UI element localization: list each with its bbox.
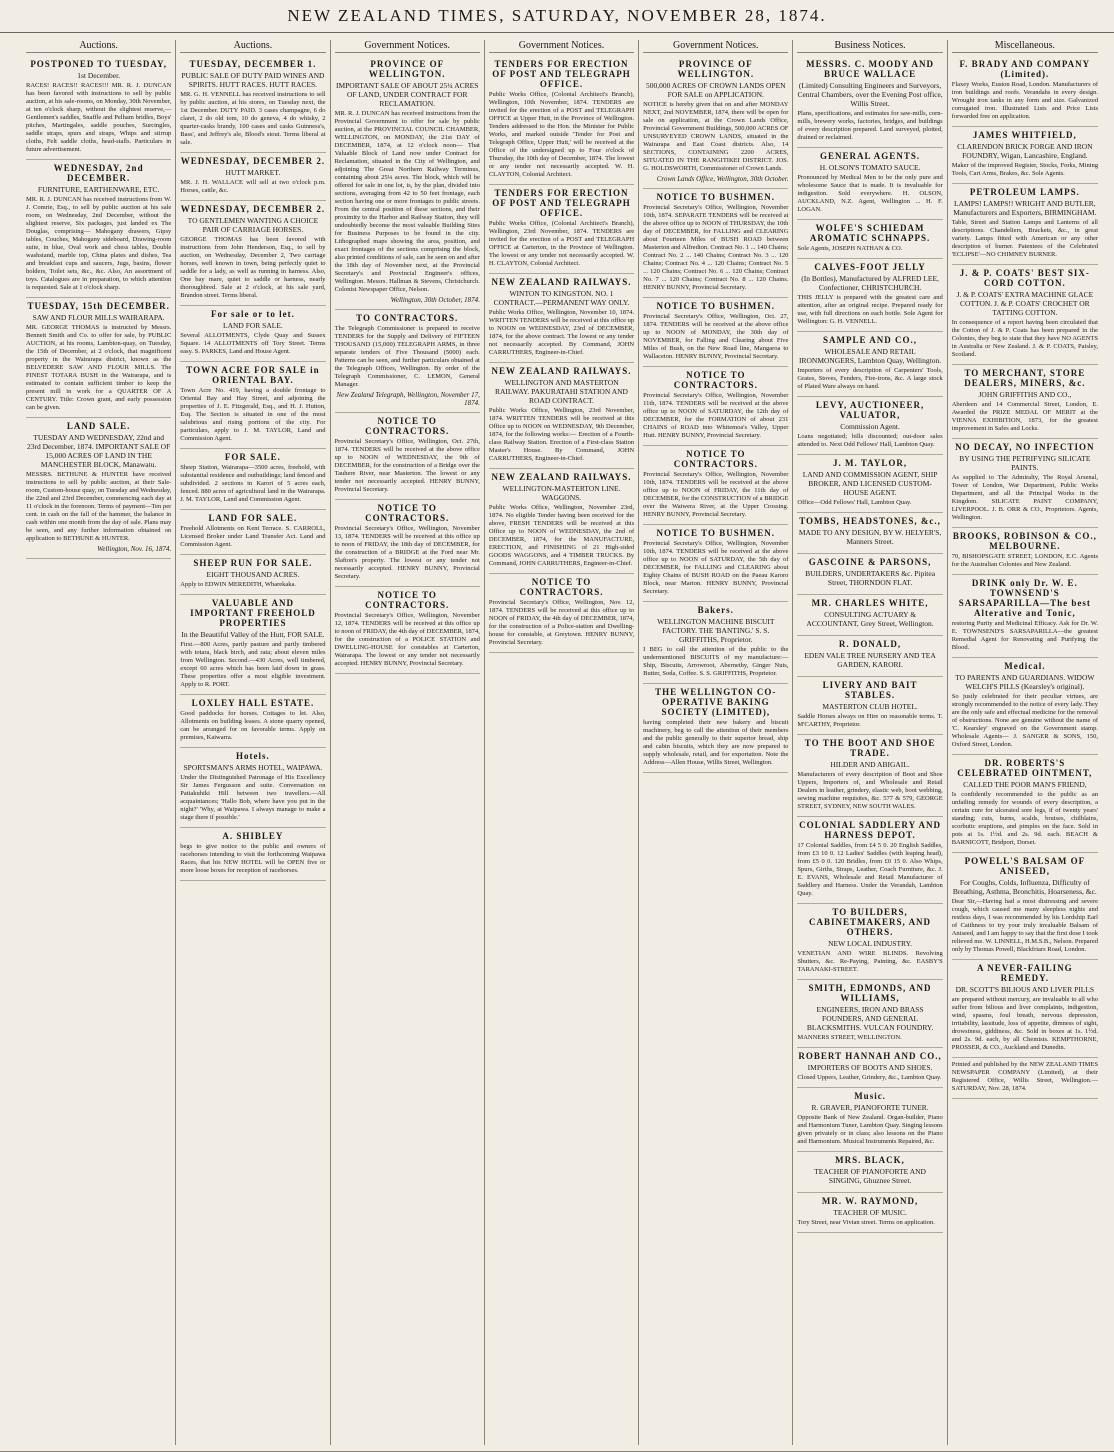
- ad-title: GASCOINE & PARSONS,: [808, 557, 932, 567]
- ad-title: NEW ZEALAND RAILWAYS.: [491, 472, 632, 482]
- ad-body: MR. G. H. VENNELL has received instructions to sell by public auction, at his stores, on Tuesday next, the 1st December. DUTY PAID. 3 cases champagne, 6 do claret, 2 do old tom, 10 do geneva, 4 do whisky, 2 quarter-casks brandy, 100 cases and casks Guinness's, Bass', and Jeffrey's ale, Blood's stout. Terms liberal at sale.: [180, 91, 326, 146]
- ad-subtitle: FURNITURE, EARTHENWARE, ETC.: [37, 185, 160, 194]
- ad-body: NOTICE is hereby given that on and after MONDAY NEXT, 2nd NOVEMBER, 1874, there will be open for sale on application, at the Crown Lands Office, Provincial Government Buildings, 500,000 ACRES OF UNSURVEYED CROWN LANDS, situated in the Wairarapa and East Coast districts. Also, 14 SECTIONS, CONTAINING 2200 ACRES, SITUATED IN THE RANGITIKEI DISTRICT. JOS. G. HOLDSWORTH, Commissioner of Crown Lands.: [643, 101, 789, 172]
- ad-title: LAND SALE.: [66, 421, 131, 431]
- ad-body: Dear Sir,—Having had a most distressing and severe cough, which caused me many sleepless nights and restless days, I was recommended by his Lordship Earl of Caithness to try your truly invaluable Balsam of Aniseed, and I am happy to say that the first dose I took relieved me. W. LINNELL, H.M.S.B., Nelson. Prepared only by Thomas Powell, Blackfriars Road, London.: [951, 898, 1098, 953]
- column-heading: Auctions.: [180, 40, 325, 53]
- advertisement: [489, 185, 634, 274]
- ad-subtitle: TEACHER OF MUSIC.: [833, 1208, 907, 1217]
- ad-body: Plans, specifications, and estimates for saw-mills, corn-mills, brewery works, factories, bridges, and buildings of every description prepared. Land surveyed, plotted, drained or reclaimed.: [797, 110, 943, 141]
- advertisement: [180, 695, 325, 748]
- ad-title: THE WELLINGTON CO-OPERATIVE BAKING SOCIETY (LIMITED),: [655, 687, 777, 717]
- advertisement: [797, 332, 942, 397]
- ad-subtitle: MASTERTON CLUB HOTEL.: [822, 702, 918, 711]
- ad-title: TO BUILDERS, CABINETMAKERS, AND OTHERS.: [809, 907, 932, 937]
- ad-title: Bakers.: [697, 605, 734, 615]
- ad-body: MR. J. H. WALLACE will sell at two o'clock p.m. Horses, cattle, &c.: [180, 179, 326, 194]
- ad-subtitle: SAW AND FLOUR MILLS WAIRARAPA.: [32, 313, 165, 322]
- ad-body: restoring Purity and Medicinal Efficacy. Ask for Dr. W. E. TOWNSEND'S SARSAPARILLA—the greatest Remedial Agent for Renovating and Purifying the Blood.: [951, 620, 1098, 651]
- advertisement: [26, 160, 171, 298]
- ad-signature: Crown Lands Office, Wellington, 30th October.: [656, 175, 789, 183]
- advertisement: [335, 310, 480, 413]
- ad-title: CALVES-FOOT JELLY: [814, 262, 926, 272]
- ad-subtitle: IMPORTANT SALE OF ABOUT 25¼ ACRES OF LAND, UNDER CONTRACT FOR RECLAMATION.: [335, 81, 479, 108]
- ad-title: LIVERY AND BAIT STABLES.: [822, 680, 918, 700]
- advertisement: [797, 904, 942, 980]
- column-heading: Government Notices.: [643, 40, 788, 53]
- ad-title: NEW ZEALAND RAILWAYS.: [491, 277, 632, 287]
- advertisement: [180, 201, 325, 306]
- advertisement: [335, 413, 480, 500]
- ad-title: NOTICE TO BUSHMEN.: [656, 301, 775, 311]
- advertisement: [180, 828, 325, 881]
- ad-title: POWELL'S BALSAM OF ANISEED,: [964, 856, 1086, 876]
- advertisement: [489, 56, 634, 185]
- ad-subtitle: TO GENTLEMEN WANTING A CHOICE PAIR OF CARRIAGE HORSES.: [187, 216, 319, 234]
- ad-body: Maker of the improved Register, Stocks, Forks, Mining Tools, Cart Arms, Brakes, &c. Sole Agents.: [951, 162, 1098, 177]
- ad-title: NO DECAY, NO INFECTION: [955, 442, 1095, 452]
- ad-title: LEVY, AUCTIONEER, VALUATOR,: [815, 400, 925, 420]
- ad-subtitle: LAMPS! LAMPS!! WRIGHT AND BUTLER, Manufacturers and Exporters, BIRMINGHAM.: [953, 199, 1097, 217]
- ad-subtitle: (In Bottles), Manufactured by ALFRED LEE, Confectioner, CHRISTCHURCH.: [801, 274, 939, 292]
- ad-title: NOTICE TO BUSHMEN.: [656, 192, 775, 202]
- ad-subtitle: PUBLIC SALE OF DUTY PAID WINES AND SPIRITS. HUTT RACES. HUTT RACES.: [181, 71, 325, 89]
- advertisement: [797, 595, 942, 636]
- ad-body: MESSRS. BETHUNE & HUNTER have received instructions to sell by public auction, at their Sale-room, Custom-house quay, on Tuesday and Wednesday, the 22nd and 23rd December, commencing each day at 11 o'clock in the forenoon. Terms of payment—Ten per cent. in cash on the fall of the hammer, the balance in cash within one month from the day of sale. Plans may be seen, and any further information obtained on application to BETHUNE & HUNTER.: [26, 471, 172, 542]
- ad-title: A. SHIBLEY: [222, 831, 284, 841]
- column-6: [793, 40, 947, 1445]
- column-heading: Government Notices.: [335, 40, 480, 53]
- advertisement: [180, 510, 325, 555]
- ad-title: PROVINCE OF WELLINGTON.: [677, 59, 755, 79]
- ad-body: In consequence of a report having been circulated that the Cotton of J. & P. Coats has been prepared in the Colonies, they beg to state that they have NO AGENTS in Australia or New Zealand. J. & P. COATS, Paisley, Scotland.: [951, 319, 1098, 358]
- ad-body: are prepared without mercury, are invaluable to all who suffer from bilious and liver complaints, indigestion, wind, spasms, foul breath, nervous depression, irritability, lassitude, loss of appetite, dimness of sight, drowsiness, giddiness, &c. Sold in boxes at 1s. 1½d. and 2s. 9d. each, by all Chemists. KEMPTHORNE, PROSSER, & CO., Auckland and Dunedin.: [951, 996, 1098, 1051]
- advertisement: [335, 56, 480, 310]
- advertisement: [335, 500, 480, 587]
- advertisement: [797, 817, 942, 904]
- ad-body: Printed and published by the NEW ZEALAND TIMES NEWSPAPER COMPANY (Limited), at their Registered Office, Willis Street, Wellington.—SATURDAY, Nov. 28, 1874.: [951, 1061, 1098, 1092]
- ad-title: TUESDAY, 15th DECEMBER.: [27, 301, 170, 311]
- ad-subtitle: 500,000 ACRES OF CROWN LANDS OPEN FOR SALE on APPLICATION.: [645, 81, 786, 99]
- advertisement: [952, 127, 1098, 184]
- advertisement: [952, 365, 1098, 439]
- ad-body: Saddle Horses always on Hire on reasonable terms. T. M'CARTHY, Proprietor.: [797, 713, 943, 728]
- ad-body: Closed Uppers, Leather, Grindery, &c., Lambton Quay.: [797, 1074, 942, 1081]
- ad-body: As supplied to The Admiralty, The Royal Arsenal, Tower of London, War Department, Public Works Department, and all the Principal Works in the Kingdom. SILICATE PAINT COMPANY, LIVERPOOL. J. B. ORR & CO., Proprietors. Agents, Wellington.: [951, 474, 1098, 521]
- ad-title: For sale or to let.: [210, 309, 295, 319]
- ad-title: LOXLEY HALL ESTATE.: [191, 698, 315, 708]
- ad-body: Is confidently recommended to the public as an unfailing remedy for wounds of every description, a certain cure for ulcerated sore legs, if of twenty years' standing; cuts, burns, scalds, bruises, chilblains, scorbutic eruptions, and pimples on the face. Sold in pots at 1s. 1½d. and 2s. 9d. each. BEACH & BARNICOTT, Bridport, Dorset.: [951, 791, 1098, 846]
- ad-title: TUESDAY, DECEMBER 1.: [189, 59, 317, 69]
- ad-title: NOTICE TO CONTRACTORS.: [519, 577, 604, 597]
- advertisement: [643, 684, 788, 773]
- ad-title: F. BRADY AND COMPANY (Limited).: [959, 59, 1091, 79]
- ad-title: MR. CHARLES WHITE,: [811, 598, 929, 608]
- ad-body: Importers of every description of Carpenters' Tools, Grates, Stoves, Fenders, Fire-irons, &c. A large stock of Plated Ware always on hand.: [797, 367, 943, 390]
- ad-body: begs to give notice to the public and owners of racehorses intending to visit the forthcoming Waipawa Races, that his NEW HOTEL will be OPEN five or more loose boxes for reception of racehorses.: [180, 843, 326, 874]
- advertisement: [26, 418, 171, 559]
- advertisement: [180, 306, 325, 362]
- column-heading: Miscellaneous.: [952, 40, 1098, 53]
- ad-body: I BEG to call the attention of the public to the undermentioned BISCUITS of my manufacture:— Ship, Biscuits, Arrowroot, Abernethy, Ginger Nuts, Butter, Soda, Coffee. S. S. GRIFFITHS, Proprietor.: [643, 646, 789, 677]
- ad-body: Provincial Secretary's Office, Wellington, November 11th, 1874. TENDERS will be received at the above office up to NOON of SATURDAY, the 12th day of DECEMBER, for the FORMATION of about 231 CHAINS of ROAD into Whitemoa's Valley, Upper Hutt. HENRY BUNNY, Provincial Secretary.: [643, 392, 789, 439]
- ad-body: First.—800 Acres, partly pasture and partly timbered with totara, black birch, and rata; about eleven miles from Wellington. Second.—430 Acres, well timbered, except 60 acres which has been laid down in grass. These properties offer a most eligible investment. Apply to R. PORT.: [180, 641, 326, 688]
- advertisement: [797, 455, 942, 513]
- advertisement: [797, 397, 942, 455]
- ad-subtitle: BUILDERS, UNDERTAKERS &c. Pipitea Street, THORNDON FLAT.: [805, 569, 936, 587]
- advertisement: [797, 220, 942, 259]
- ad-subtitle: CALLED THE POOR MAN'S FRIEND,: [963, 780, 1087, 789]
- ad-title: NOTICE TO CONTRACTORS.: [673, 370, 758, 390]
- advertisement: [952, 184, 1098, 265]
- advertisement: [797, 1193, 942, 1233]
- ad-title: VALUABLE AND IMPORTANT FREEHOLD PROPERTIES: [190, 598, 316, 628]
- ad-body: MR. R. J. DUNCAN has received instructions from W. J. Comrie, Esq., to sell by public auction at his sale room, on Wednesday, 2nd December, without the slightest reserve, Six packages, just landed ex The Douglas, comprising— Mahogany drawers, Gipsy tables, Couches, Mahogany sideboard, Drawing-room suite, in blue, Oval work and chess tables, Double washstand, marble top, China plates and dishes, Tea and breakfast cups and saucers, Jugs, basins, flower holders, Toilet sets, &c., &c. Also, An assortment of toys. Catalogues are in preparation, to which attention is requested. Sale at 1 o'clock sharp.: [26, 196, 172, 291]
- advertisement: [797, 259, 942, 332]
- ad-subtitle: IMPORTERS OF BOOTS AND SHOES.: [807, 1063, 933, 1072]
- advertisement: [952, 755, 1098, 853]
- ad-signature: Wellington, Nov. 16, 1874.: [97, 545, 172, 553]
- ad-body: having completed their new bakery and biscuit machinery, beg to call the attention of their members and the public generally to their superior bread, ship and cabin biscuits, which they are now prepared to supply wholesale, retail, and for exportation. Note the Address—Allen House, Willis Street, Wellington.: [643, 719, 789, 766]
- advertisement: [797, 148, 942, 220]
- ad-subtitle: EDEN VALE TREE NURSERY AND TEA GARDEN, KARORI.: [804, 651, 936, 669]
- ad-body: Public Works Office, Wellington, November 23rd, 1874. No eligible Tender having been received for the above, FRESH TENDERS will be received at this Office up to NOON of WEDNESDAY, the 2nd of DECEMBER, 1874, for the MANUFACTURE, ERECTION, and FINISHING of 21 High-sided GOODS WAGGONS, and 4 TIMBER TRUCKS. By Command, JOHN CARRUTHERS, Engineer-in-Chief.: [488, 504, 635, 567]
- advertisement: [643, 525, 788, 602]
- ad-subtitle: JOHN GRIFFITHS AND CO.,: [978, 390, 1072, 399]
- ad-subtitle: In the Beautiful Valley of the Hutt, FOR SALE.: [181, 630, 325, 639]
- advertisement: [489, 274, 634, 363]
- ad-title: SMITH, EDMONDS, AND WILLIAMS,: [808, 983, 932, 1003]
- ad-title: DRINK only Dr. W. E. TOWNSEND'S SARSAPARILLA—The best Alterative and Tonic,: [958, 578, 1091, 618]
- ad-title: Music.: [854, 1091, 886, 1101]
- ad-body: Loans negotiated; bills discounted; out-door sales attended to. Next Odd Fellows' Hall, Lambton Quay.: [797, 433, 943, 448]
- ad-subtitle: TUESDAY AND WEDNESDAY, 22nd and 23rd December, 1874. IMPORTANT SALE OF 15,000 ACRES OF LAND IN THE MANCHESTER BLOCK, Manawatu.: [26, 433, 171, 469]
- ad-title: FOR SALE.: [224, 452, 281, 462]
- ad-title: Hotels.: [236, 751, 270, 761]
- ad-body: So justly celebrated for their peculiar virtues, are strongly recommended to the notice of every lady. They are the only safe and effectual medicine for the removal of obstructions. None are genuine without the name of 'C. Kearsley' engraved on the Government stamp. Wholesale Agents— J. SANGER & SONS, 150, Oxford Street, London.: [951, 693, 1098, 748]
- advertisement: [643, 298, 788, 367]
- ad-subtitle: EIGHT THOUSAND ACRES.: [206, 570, 300, 579]
- ad-signature: Wellington, 30th October, 1874.: [390, 296, 480, 304]
- advertisement: [180, 56, 325, 153]
- ad-body: Manufacturers of every description of Boot and Shoe Uppers, Importers of, and Wholesale and Retail Dealers in leather, grindery, elastic web, boot webbing, sewing machine requisites, &c. 577 & 579, GEORGE STREET, SYDNEY, NEW SOUTH WALES.: [797, 771, 943, 810]
- ad-title: J. & P. COATS' BEST SIX-CORD COTTON.: [959, 268, 1090, 288]
- ad-title: NOTICE TO CONTRACTORS.: [365, 503, 450, 523]
- advertisement: [180, 555, 325, 595]
- ad-body: Opposite Bank of New Zealand. Organ-builder, Piano and Harmonium Tuner, Lambton Quay. Singing lessons given privately or in class; also lessons on the Piano and Harmonium. Musical Instruments Repaired, &c.: [797, 1114, 943, 1145]
- advertisement: [952, 265, 1098, 365]
- ad-body: Aberdeen and 14 Commercial Street, London, E. Awarded the PRIZE MEDAL OF MERIT at the VIENNA EXHIBITION, 1873, for the greatest improvement in Safes and Locks.: [951, 401, 1098, 432]
- ad-body: Public Works Office, (Colonial Architect's Branch), Wellington, 10th November, 1874. TENDERS are invited for the erection of a POST and TELEGRAPH OFFICE at Upper Hutt, in the Province of Wellington. Tenders addressed to the Hon. the Minister for Public Works, and marked outside 'Tender for Post and Telegraph Office, Upper Hutt,' will be received at the Office of the undersigned up to Four o'clock of Thursday, the 10th day of December, 1874. The lowest or any tender not necessarily accepted. W. H. CLAYTON, Colonial Architect.: [488, 91, 635, 178]
- ad-subtitle: CLARENDON BRICK FORGE AND IRON FOUNDRY, Wigan, Lancashire, England.: [957, 142, 1093, 160]
- advertisement: [952, 56, 1098, 127]
- advertisement: [335, 587, 480, 674]
- ad-body: Provincial Secretary's Office, Wellington, November 10th, 1874. TENDERS will be received at the above office up to NOON of FRIDAY, the 11th day of DECEMBER, for the CONSTRUCTION of a BRIDGE over the Waiwera River, at the Upper Crossing. HENRY BUNNY, Provincial Secretary.: [643, 471, 789, 518]
- ad-title: NOTICE TO CONTRACTORS.: [673, 449, 758, 469]
- ad-subtitle: WELLINGTON MACHINE BISCUIT FACTORY. THE 'BANTING.' S. S. GRIFFITHS, Proprietor.: [657, 617, 775, 644]
- ad-body: Under the Distinguished Patronage of His Excellency Sir James Fergusson and suite. Conversation on Patiakuhiki Hill between two travellers.—All acquaintances; 'Hallo Bob, where have you put in the night?' 'Why, at Waipawa. I always manage to make a stage there if possible.': [180, 774, 326, 821]
- advertisement: [180, 748, 325, 828]
- ad-body: 17 Colonial Saddles, from £4 5 0. 20 English Saddles, from £3 10 0. 12 Ladies' Saddles (with leaping head), from £5 0 0. 120 Bridles, from £0 15 0. Also Whips, Spurs, Girths, Straps, Leather, Coach Furniture, &c. J. E. EVANS, Wholesale and Retail Manufacturer of Saddlery and Harness. Under the Verandah, Lambton Quay.: [797, 842, 943, 897]
- advertisement: [952, 1058, 1098, 1099]
- ad-title: JAMES WHITFIELD,: [972, 130, 1077, 140]
- ad-title: ROBERT HANNAH AND CO.,: [798, 1051, 942, 1061]
- ad-body: THIS JELLY is prepared with the greatest care and attention, after an original recipe. Prepared ready for use, with full directions on each bottle. Sole Agent for Wellington: G. H. VENNELL.: [797, 294, 943, 325]
- ad-subtitle: H. OLSON'S TOMATO SAUCE.: [819, 163, 921, 172]
- ad-body: Provincial Secretary's Office, Wellington, November 13, 1874. TENDERS will be received at this office up to noon of FRIDAY, the 18th day of DECEMBER, for the construction of a BRIDGE at the Ford near Mr. Slafton's property. The lowest or any tender not necessarily accepted. HENRY BUNNY, Provincial Secretary.: [334, 525, 480, 580]
- advertisement: [797, 1152, 942, 1193]
- ad-title: SAMPLE AND CO.,: [823, 335, 918, 345]
- ad-body: Several ALLOTMENTS, Clyde Quay and Sussex Square. 14 ALLOTMENTS off Tory Street. Terms easy. S. PARKES, Land and House Agent.: [180, 332, 326, 355]
- ad-body: Provincial Secretary's Office, Wellington, Oct. 27, 1874. TENDERS will be received at the above office up to NOON of MONDAY, the 30th day of NOVEMBER, for Falling and Clearing about Five Miles of Bush, on the New Road line, Mangaroa to Wallaceton. HENRY BUNNY, Provincial Secretary.: [643, 313, 789, 360]
- column-heading: Government Notices.: [489, 40, 634, 53]
- ad-subtitle: Commission Agent.: [840, 422, 900, 431]
- column-3: [331, 40, 485, 1445]
- ad-subtitle: For Coughs, Colds, Influenza, Difficulty of Breathing, Asthma, Bronchitis, Hoarseness, &c.: [952, 878, 1097, 896]
- advertisement: [952, 960, 1098, 1058]
- ad-body: Table, Street and Station Lamps and Lanterns of all descriptions. Chandeliers, Brackets, &c., in great variety. Lamps fitted with American or any other description of burner. Patentees of the Celebrated 'ECLIPSE'—NO CHIMNEY BURNER.: [951, 219, 1098, 258]
- advertisement: [489, 574, 634, 653]
- ad-body: Provincial Secretary's Office, Wellington, November 10th, 1874. TENDERS will be received at the above office up to NOON of SATURDAY, the 5th day of DECEMBER, for FALLING and CLEARING about Eighty Chains of BUSH ROAD on the Paeau Karoro Block, near Marton. HENRY BUNNY, Provincial Secretary.: [643, 540, 789, 595]
- ad-subtitle: BY USING THE PETRIFYING SILICATE PAINTS.: [959, 454, 1091, 472]
- column-1: [22, 40, 176, 1445]
- advertisement: [797, 513, 942, 554]
- ad-title: NOTICE TO CONTRACTORS.: [365, 590, 450, 610]
- ad-title: TOWN ACRE FOR SALE in ORIENTAL BAY.: [186, 365, 320, 385]
- advertisement: [797, 56, 942, 148]
- ad-title: TO CONTRACTORS.: [356, 313, 459, 323]
- ad-subtitle: ENGINEERS, IRON AND BRASS FOUNDERS, AND GENERAL BLACKSMITHS. VULCAN FOUNDRY.: [806, 1005, 934, 1032]
- advertisement: [180, 595, 325, 695]
- ad-title: GENERAL AGENTS.: [820, 151, 921, 161]
- ad-title: Medical.: [1004, 661, 1046, 671]
- ad-subtitle: WHOLESALE AND RETAIL IRONMONGERS, Lambton Quay, Wellington.: [799, 347, 942, 365]
- ad-subtitle: NEW LOCAL INDUSTRY.: [828, 939, 912, 948]
- ad-body: Public Works Office, Wellington, 23rd November, 1874. WRITTEN TENDERS will be received at this Office up to NOON on WEDNESDAY, 9th December, 1874, for the following works:— Erection of a Fourth-class Railway Station. Erection of a First-class Station Master's House. By Command, JOHN CARRUTHERS, Engineer-in-Chief.: [488, 407, 635, 462]
- column-2: [176, 40, 330, 1445]
- ad-title: WEDNESDAY, DECEMBER 2.: [180, 204, 326, 214]
- ad-body: Provincial Secretary's Office, Wellington, November 12, 1874. TENDERS will be received at this office up to noon of FRIDAY, the 4th day of DECEMBER, 1874, for the construction of a POLICE STATION and DWELLING-HOUSE for constables at Carterton, Wairarapa. The lowest or any tender not necessarily accepted. HENRY BUNNY, Provincial Secretary.: [334, 612, 480, 667]
- ad-title: WOLFE'S SCHIEDAM AROMATIC SCHNAPPS.: [809, 223, 931, 243]
- advertisement: [643, 367, 788, 446]
- advertisement: [180, 362, 325, 449]
- ad-body: Sheep Station, Wairarapa—3500 acres, freehold, with substantial residence and outbuildings; land fenced and subdivided. 2 sections in Karori of 5 acres each, fenced. 880 acres of agricultural land in the Wairarapa. J. M. TAYLOR, Land and Commission Agent.: [180, 464, 326, 503]
- ad-title: WEDNESDAY, DECEMBER 2.: [180, 156, 326, 166]
- advertisement: [26, 298, 171, 418]
- advertisement: [643, 189, 788, 298]
- column-4: [485, 40, 639, 1445]
- ad-body: Public Works Office, (Colonial Architect's Branch), Wellington, 23rd November, 1874. TENDERS are invited for the erection of a POST and TELEGRAPH OFFICE at Carterton, in the Province of Wellington. The lowest or any tender not necessarily accepted. W. H. CLAYTON, Colonial Architect.: [488, 220, 635, 267]
- ad-title: NOTICE TO CONTRACTORS.: [365, 416, 450, 436]
- column-5: [639, 40, 793, 1445]
- advertisement: [643, 602, 788, 684]
- ad-title: TENDERS FOR ERECTION OF POST AND TELEGRAPH OFFICE.: [492, 59, 631, 89]
- ad-subtitle: (Limited) Consulting Engineers and Surveyors, Central Chambers, over the Evening Post office, Willis Street.: [797, 81, 943, 108]
- advertisement: [797, 677, 942, 735]
- ad-title: BROOKS, ROBINSON & CO., MELBOURNE.: [952, 531, 1097, 551]
- ad-subtitle: WINTON TO KINGSTON. NO. 1 CONTRACT.—PERMANENT WAY ONLY.: [493, 289, 630, 307]
- advertisement: [489, 469, 634, 574]
- advertisement: [797, 980, 942, 1048]
- ad-body: Tory Street, near Vivian street. Terms on application.: [797, 1219, 935, 1226]
- ad-title: A NEVER-FAILING REMEDY.: [977, 963, 1073, 983]
- ad-title: NOTICE TO BUSHMEN.: [656, 528, 775, 538]
- ad-subtitle: LAND AND COMMISSION AGENT, SHIP BROKER, AND LICENSED CUSTOM-HOUSE AGENT.: [802, 470, 938, 497]
- ad-body: RACES! RACES!! RACES!!! MR. R. J. DUNCAN has been favored with instructions to sell by public auction, at his sale-rooms, on Monday, 30th November, at ten o'clock sharp, without the slightest reserve,— Gentlemen's saddles, Snaffle and Pelham bridles, Boys' pitches, Martingales, saddle pouches, Surcingles, saddle straps, spurs and straps, Whips and stirrup cloths, Felt saddle cloths, head-stalls. Particulars in future advertisement.: [26, 82, 172, 153]
- ad-title: COLONIAL SADDLERY AND HARNESS DEPOT.: [799, 820, 941, 840]
- ad-body: Provincial Secretary's Office, Wellington, Oct. 27th, 1874. TENDERS will be received at the above office up to NOON of WEDNESDAY, the 9th of DECEMBER, for the construction of a Bridge over the Tauhere River, near Masterton. The lowest or any tender not necessarily accepted. HENRY BUNNY, Provincial Secretary.: [334, 438, 480, 493]
- ad-body: The Telegraph Commissioner is prepared to receive TENDERS for the Supply and Delivery of FIFTEEN THOUSAND (15,000) TELEGRAPH ARMS, in three separate tenders of Five Thousand (5000) each. Patterns can be seen, and further particulars obtained at the Telegraph Offices, Wellington. By order of the Telegraph Commissioner, C. LEMON, General Manager.: [334, 325, 480, 388]
- ad-subtitle: WELLINGTON-MASTERTON LINE. WAGGONS.: [502, 484, 621, 502]
- ad-subtitle: LAND FOR SALE.: [223, 321, 283, 330]
- ad-subtitle: R. GRAVER, PIANOFORTE TUNER.: [811, 1103, 929, 1112]
- ad-body: Good paddocks for horses. Cottages to let. Also, Allotments on building leases. A stone quarry opened, can be arranged for on favorable terms. Apply on premises, Kaiwarra.: [180, 710, 326, 741]
- ad-subtitle: DR. SCOTT'S BILIOUS AND LIVER PILLS: [955, 985, 1095, 994]
- advertisement: [643, 56, 788, 189]
- advertisement: [797, 1048, 942, 1088]
- ad-title: MR. W. RAYMOND,: [821, 1196, 919, 1206]
- ad-subtitle: HUTT MARKET.: [225, 168, 281, 177]
- advertisement: [797, 554, 942, 595]
- ad-body: Provincial Secretary's Office, Wellington, November 10th, 1874. SEPARATE TENDERS will be received at the above office up to NOON of THURSDAY, the 10th day of DECEMBER, for FALLING and CLEARING about Fourteen Miles of BUSH ROAD between Masterton and Alfredton. Contract No. 1 ... 140 Chains; Contract No. 2 ... 140 Chains; Contract No. 3 ... 120 Chains; Contract No. 4 ... 120 Chains; Contract No. 5 ... 120 Chains; Contract No. 6 ... 120 Chains; Contract No. 7 ... 120 Chains; Contract No. 8 ... 120 Chains. HENRY BUNNY, Provincial Secretary.: [643, 204, 789, 291]
- ad-body: Flaxey Works, Euston Road, London. Manufacturers of iron buildings and roofs. Verandahs in every design. Wrought iron tanks in any form and size. Galvanized corrugated iron. Illustrated Lists and Price Lists forwarded free on application.: [951, 81, 1098, 120]
- advertisement: [797, 1088, 942, 1152]
- ad-subtitle: 1st December.: [77, 71, 121, 80]
- advertisement: [180, 449, 325, 510]
- ad-title: PETROLEUM LAMPS.: [969, 187, 1080, 197]
- advertisement: [952, 439, 1098, 528]
- ad-title: TENDERS FOR ERECTION OF POST AND TELEGRAPH OFFICE.: [492, 188, 631, 218]
- ad-title: J. M. TAYLOR,: [833, 458, 908, 468]
- advertisement: [797, 735, 942, 817]
- ad-title: TOMBS, HEADSTONES, &c.,: [799, 516, 941, 526]
- ad-subtitle: HILDER AND ABIGAIL.: [830, 760, 910, 769]
- ad-title: WEDNESDAY, 2nd DECEMBER.: [53, 163, 144, 183]
- advertisement: [952, 658, 1098, 755]
- ad-body: Sole Agents, JOSEPH NATHAN & CO.: [797, 245, 903, 252]
- ad-body: Freehold Allotments on Kent Terrace. S. CARROLL, Licensed Broker under Land Transfer Act. Land and Commission Agent.: [180, 525, 326, 548]
- ad-title: LAND FOR SALE.: [208, 513, 298, 523]
- ad-body: MR. GEORGE THOMAS is instructed by Messrs. Bennett Smith and Co. to offer for sale, by PUBLIC AUCTION, at his rooms, Lambton-quay, on Tuesday, the 15th of December, at 2 o'clock, that magnificent property in the Wairarapa district, known as the BELVEDERE SAW AND FLOUR MILLS. The FINEST TOTARA BUSH in the Wairarapa, and is estimated to contain sufficient timber to keep the present mill in work for a QUARTER OF A CENTURY. Title: Crown grant, and early possession can be given.: [26, 324, 172, 411]
- ad-subtitle: TEACHER OF PIANOFORTE AND SINGING, Ghuznee Street.: [814, 1167, 926, 1185]
- ad-title: SHEEP RUN FOR SALE.: [193, 558, 313, 568]
- ad-title: TO MERCHANT, STORE DEALERS, MINERS, &c.: [964, 368, 1086, 388]
- columns: [22, 40, 1102, 1445]
- ad-subtitle: J. & P. COATS' EXTRA MACHINE GLACE COTTON. J. & P. COATS' CROCHET OR TATTING COTTON.: [956, 290, 1094, 317]
- ad-body: Office—Odd Fellows' Hall, Lambton Quay.: [797, 499, 912, 506]
- ad-body: MR. R. J. DUNCAN has received instructions from the Provincial Government to offer for sale by public auction, at the PROVINCIAL COUNCIL CHAMBER, WELLINGTON, on MONDAY, the 21st DAY of DECEMBER, 1874, at 12 o'clock noon— That Valuable Block of Land now under Contract for Reclamation, situated in the City of Wellington, and adjoining The Great Northern Railway Terminus, containing about 25¼ acres. The block, which will be offered for sale in one lot, is, by the plan, divided into sections, averaging from 42 to 50 feet frontage, each section having one or more frontages to public streets. From the central position of these sections, and their proximity to the Harbor and Railway Station, they will undoubtedly become the most valuable Building Sites for Business Purposes to be found in the city. Lithographed maps showing the area, position, and exact frontages of the sections comprising the block, also printed conditions of sale, can be seen on and after the 18th day of November next, at the Provincial Secretary's and Provincial Engineer's offices, Wellington. Messrs. Hallman & Stevens, Christchurch. Colonist Newspaper Office, Nelson.: [334, 110, 480, 293]
- advertisement: [489, 363, 634, 469]
- advertisement: [26, 56, 171, 160]
- ad-title: DR. ROBERTS'S CELEBRATED OINTMENT,: [957, 758, 1093, 778]
- advertisement: [952, 528, 1098, 575]
- advertisement: [180, 153, 325, 201]
- advertisement: [797, 636, 942, 677]
- ad-title: MESSRS. C. MOODY AND BRUCE WALLACE: [806, 59, 935, 79]
- advertisement: [952, 575, 1098, 658]
- ad-title: NEW ZEALAND RAILWAYS.: [491, 366, 632, 376]
- ad-subtitle: CONSULTING ACTUARY & ACCOUNTANT, Grey Street, Wellington.: [806, 610, 934, 628]
- column-heading: Business Notices.: [797, 40, 942, 53]
- ad-body: VENETIAN AND WIRE BLINDS. Revolving Shutters, &c. Re-Paying, Painting, &c. EASBY'S TARANAKI-STREET.: [797, 950, 943, 973]
- ad-body: Apply to EDWIN MEREDITH, Wharekaka.: [180, 581, 297, 588]
- ad-title: POSTPONED TO TUESDAY,: [30, 59, 167, 69]
- ad-signature: New Zealand Telegraph, Wellington, November 17, 1874.: [336, 391, 480, 407]
- ad-title: MRS. BLACK,: [835, 1155, 905, 1165]
- advertisement: [952, 853, 1098, 960]
- ad-body: Pronounced by Medical Men to be the only pure and wholesome Sauce that is made. It is invaluable for indigestion. Sold everywhere. H. OLSON, AUCKLAND, N.Z. Agent, Wellington ... H. F. LOGAN.: [797, 174, 943, 213]
- ad-body: Provincial Secretary's Office, Wellington, Nov. 12, 1874. TENDERS will be received at this office up to NOON of FRIDAY, the 4th day of DECEMBER, 1874, for the construction of a Police-station and Dwelling-house for constable, at Greytown. HENRY BUNNY, Provincial Secretary.: [488, 599, 635, 646]
- ad-body: Public Works Office, Wellington, November 10, 1874. WRITTEN TENDERS will be received at this office up to NOON on WEDNESDAY, 23rd of DECEMBER, 1874, for the above contract. The lowest or any tender not necessarily accepted. By Command, JOHN CARRUTHERS, Engineer-in-Chief.: [488, 309, 635, 356]
- ad-body: GEORGE THOMAS has been favored with instructions from John Henderson, Esq., to sell by auction, on Wednesday, December 2, Two carriage horses, well known in town, being perfectly quiet to saddle for a lady, as well as running in harness. Also, One bay mare, quiet to saddle or harness, nearly thoroughbred. Sale at 2 o'clock, at his sale yard, Brandon street. Terms liberal.: [180, 236, 326, 299]
- ad-title: TO THE BOOT AND SHOE TRADE.: [804, 738, 936, 758]
- ad-title: R. DONALD,: [838, 639, 902, 649]
- ad-subtitle: MADE TO ANY DESIGN, BY W. HELYER'S, Manners Street.: [798, 528, 942, 546]
- ad-subtitle: TO PARENTS AND GUARDIANS. WIDOW WELCH'S PILLS (Kearsley's original).: [955, 673, 1095, 691]
- ad-body: Town Acre No. 419, having a double frontage to Oriental Bay and Hay Street, and adjoining the properties of J. E. Fitzgerald, Esq., and H. J. Hutton, Esq. The Section is situated in one of the most salubrious and rising portions of the city. For particulars, apply to J. M. TAYLOR, Land and Commission Agent.: [180, 387, 326, 442]
- column-7: [948, 40, 1102, 1445]
- ad-body: MANNERS STREET, WELLINGTON.: [797, 1034, 902, 1041]
- column-heading: Auctions.: [26, 40, 171, 53]
- masthead: NEW ZEALAND TIMES, SATURDAY, NOVEMBER 28, 1874.: [0, 6, 1114, 33]
- ad-subtitle: WELLINGTON AND MASTERTON RAILWAY. PAKURATAHI STATION AND ROAD CONTRACT.: [495, 378, 628, 405]
- ad-body: 70, BISHOPSGATE STREET, LONDON, E.C. Agents for the Australian Colonies and New Zealand.: [951, 553, 1098, 568]
- ad-subtitle: SPORTSMAN'S ARMS HOTEL, WAIPAWA.: [183, 763, 323, 772]
- ad-title: PROVINCE OF WELLINGTON.: [368, 59, 446, 79]
- advertisement: [643, 446, 788, 525]
